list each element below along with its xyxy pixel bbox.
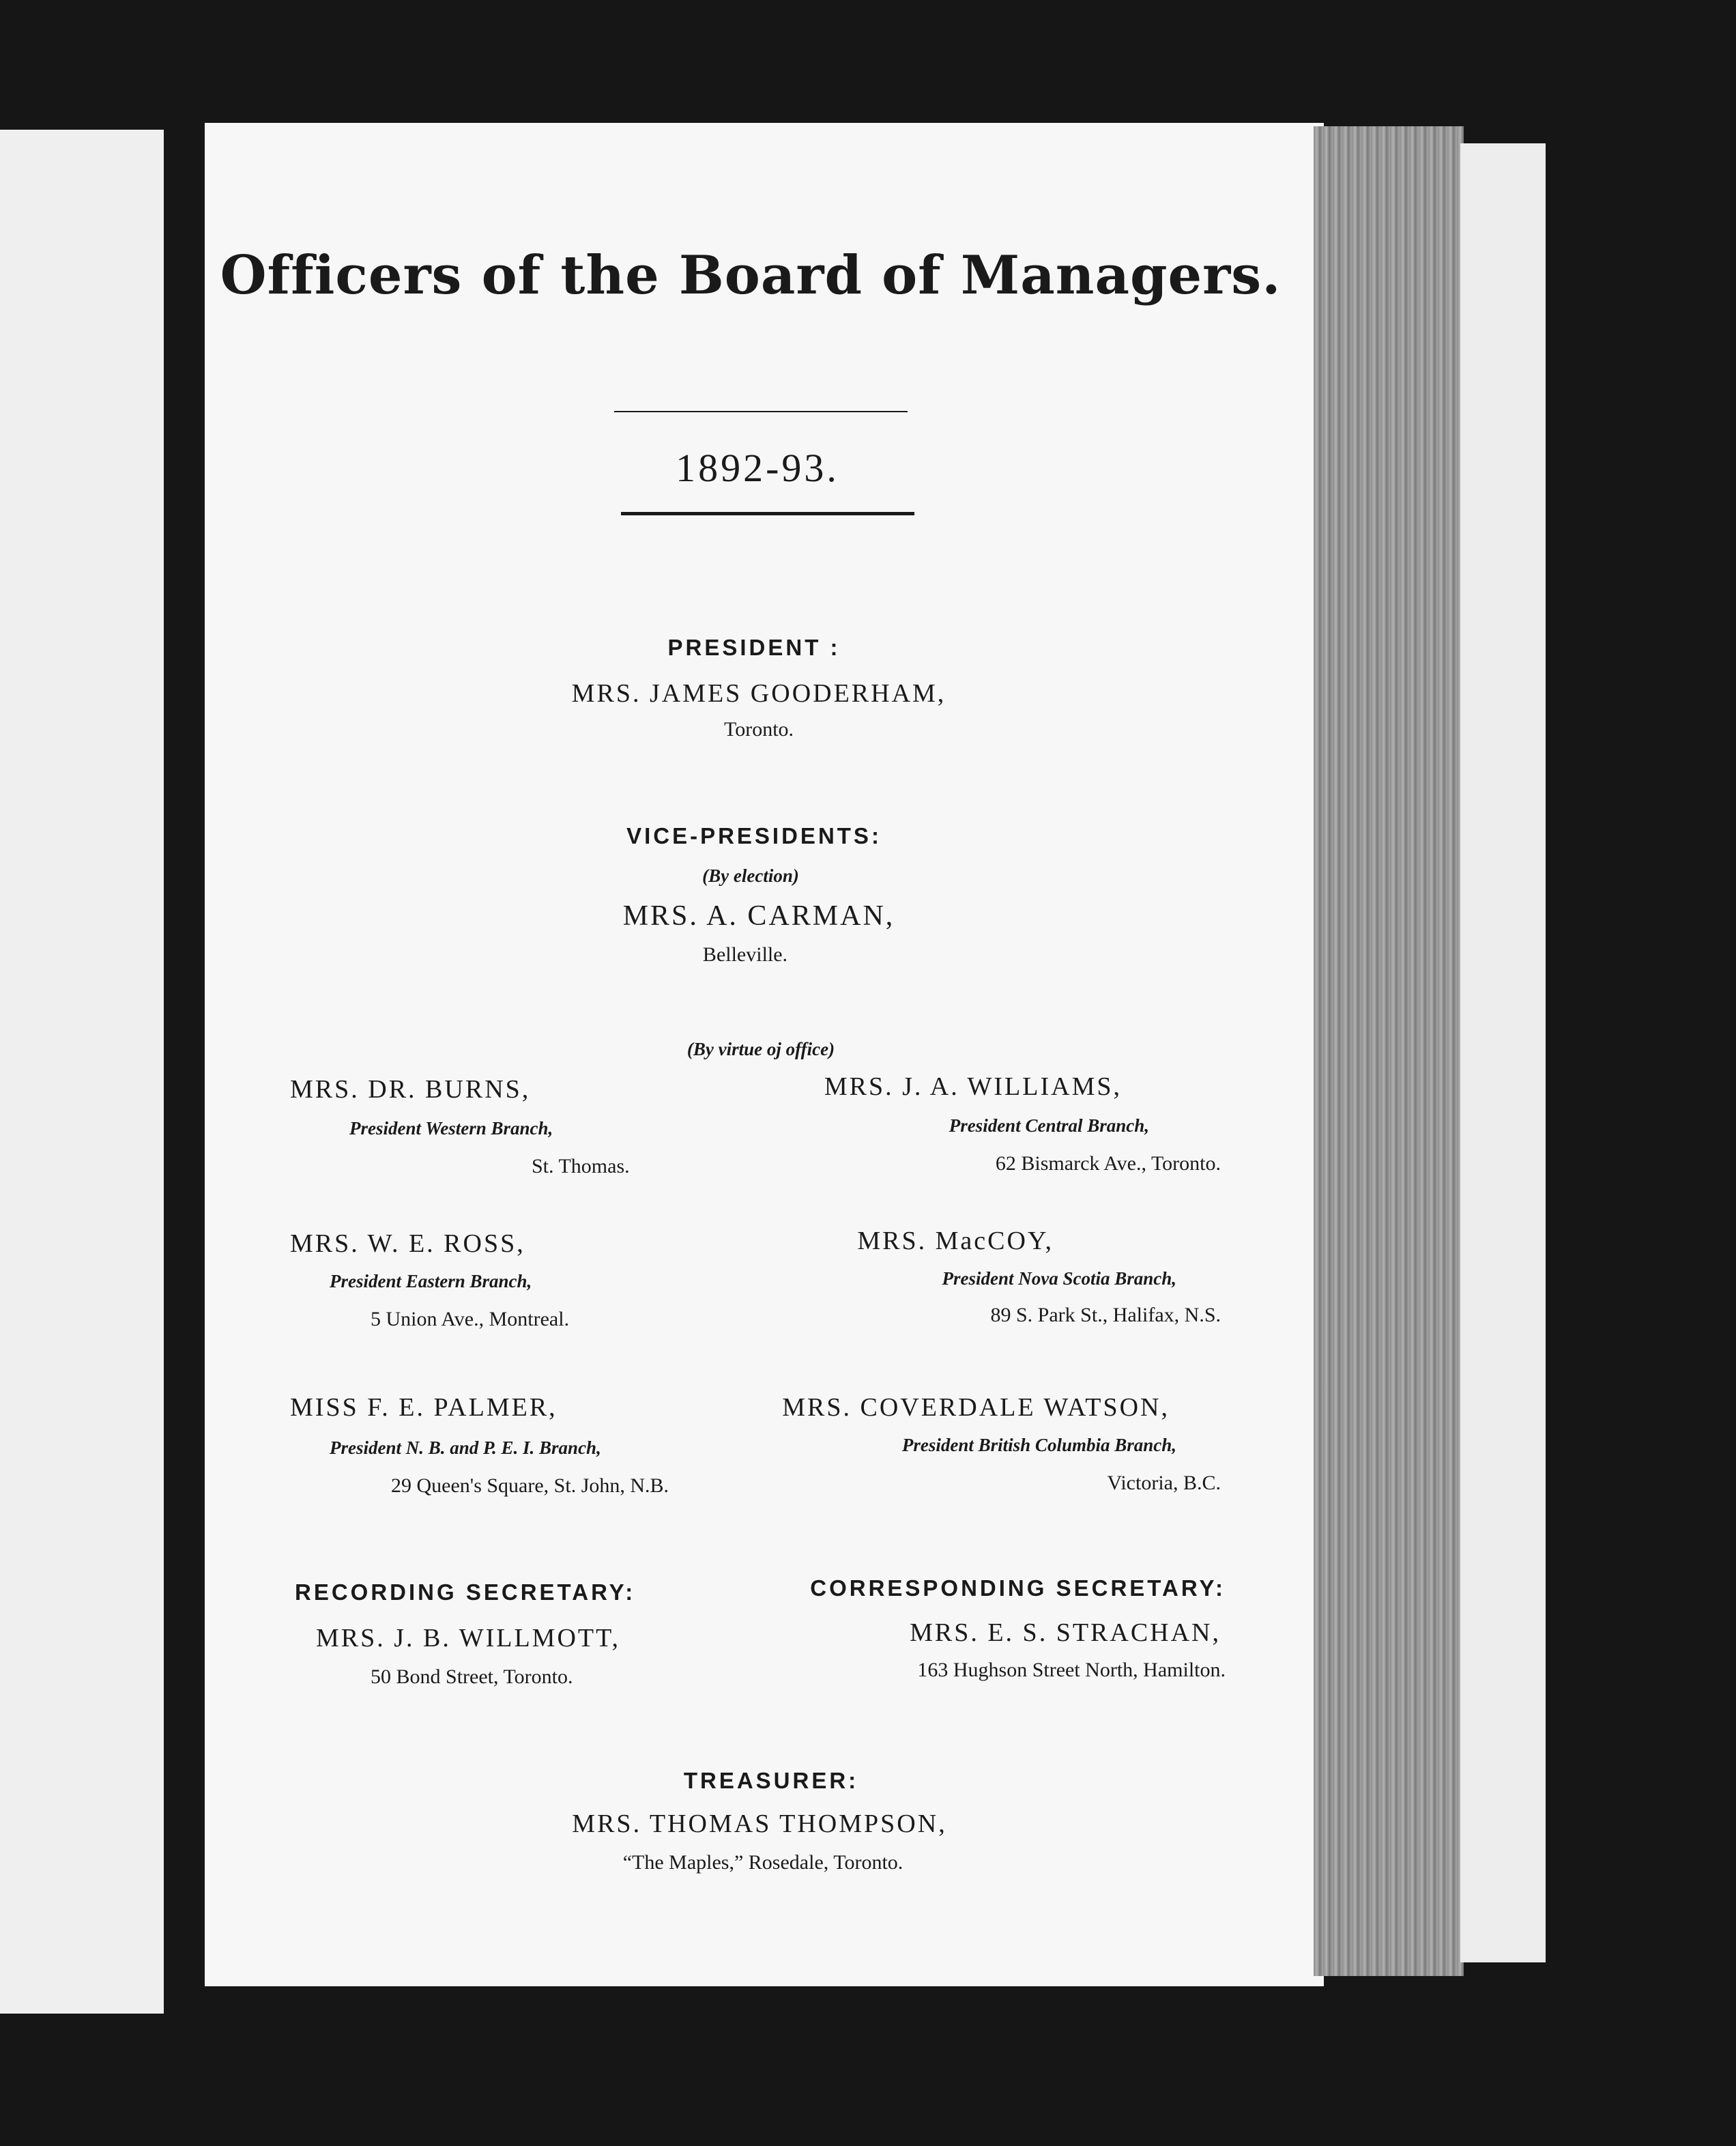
corresponding-secretary-heading: CORRESPONDING SECRETARY: [810,1575,1226,1601]
vp-williams-role: President Central Branch, [949,1115,1149,1136]
vp-williams-address: 62 Bismarck Ave., Toronto. [995,1152,1221,1175]
vp-ross-role: President Eastern Branch, [330,1271,532,1291]
corresponding-secretary-name: MRS. E. S. STRACHAN, [910,1618,1221,1647]
year: 1892-93. [676,446,839,490]
president-location: Toronto. [723,718,794,741]
vp-burns-role: President Western Branch, [349,1118,553,1139]
vp-palmer-name: MISS F. E. PALMER, [290,1393,558,1422]
elected-vp-name: MRS. A. CARMAN, [622,900,895,932]
page-edges [1314,126,1464,1976]
vp-maccoy-name: MRS. MacCOY, [857,1227,1054,1255]
title-rule-bottom [621,512,914,515]
vice-presidents-heading: VICE-PRESIDENTS: [626,823,882,848]
vp-ross-address: 5 Union Ave., Montreal. [371,1308,570,1330]
page-title: Officers of the Board of Managers. [220,244,1282,306]
vp-palmer-address: 29 Queen's Square, St. John, N.B. [391,1474,669,1497]
facing-page [0,130,164,2014]
book-cover-edge [1460,143,1546,1962]
vp-burns-address: St. Thomas. [532,1155,630,1177]
vp-maccoy-address: 89 S. Park St., Halifax, N.S. [990,1304,1221,1326]
treasurer-address: “The Maples,” Rosedale, Toronto. [622,1851,903,1874]
vp-maccoy-role: President Nova Scotia Branch, [942,1268,1176,1289]
vp-watson-name: MRS. COVERDALE WATSON, [782,1393,1170,1422]
vp-williams-name: MRS. J. A. WILLIAMS, [824,1072,1122,1101]
treasurer-name: MRS. THOMAS THOMPSON, [572,1809,947,1838]
corresponding-secretary-address: 163 Hughson Street North, Hamilton. [917,1659,1226,1681]
vp-burns-name: MRS. DR. BURNS, [290,1075,531,1104]
by-election-note: (By election) [702,865,799,886]
president-heading: PRESIDENT : [667,635,841,660]
recording-secretary-name: MRS. J. B. WILLMOTT, [316,1624,620,1653]
vp-watson-role: President British Columbia Branch, [901,1435,1176,1455]
recording-secretary-address: 50 Bond Street, Toronto. [371,1665,573,1688]
elected-vp-location: Belleville. [702,943,788,966]
by-office-note: (By virtue oj office) [686,1039,835,1059]
president-name: MRS. JAMES GOODERHAM, [571,679,946,708]
vp-palmer-role: President N. B. and P. E. I. Branch, [330,1437,601,1458]
treasurer-heading: TREASURER: [683,1768,859,1793]
title-rule-top [614,411,908,412]
vp-ross-name: MRS. W. E. ROSS, [290,1229,525,1258]
recording-secretary-heading: RECORDING SECRETARY: [295,1579,636,1605]
vp-watson-address: Victoria, B.C. [1107,1472,1221,1494]
